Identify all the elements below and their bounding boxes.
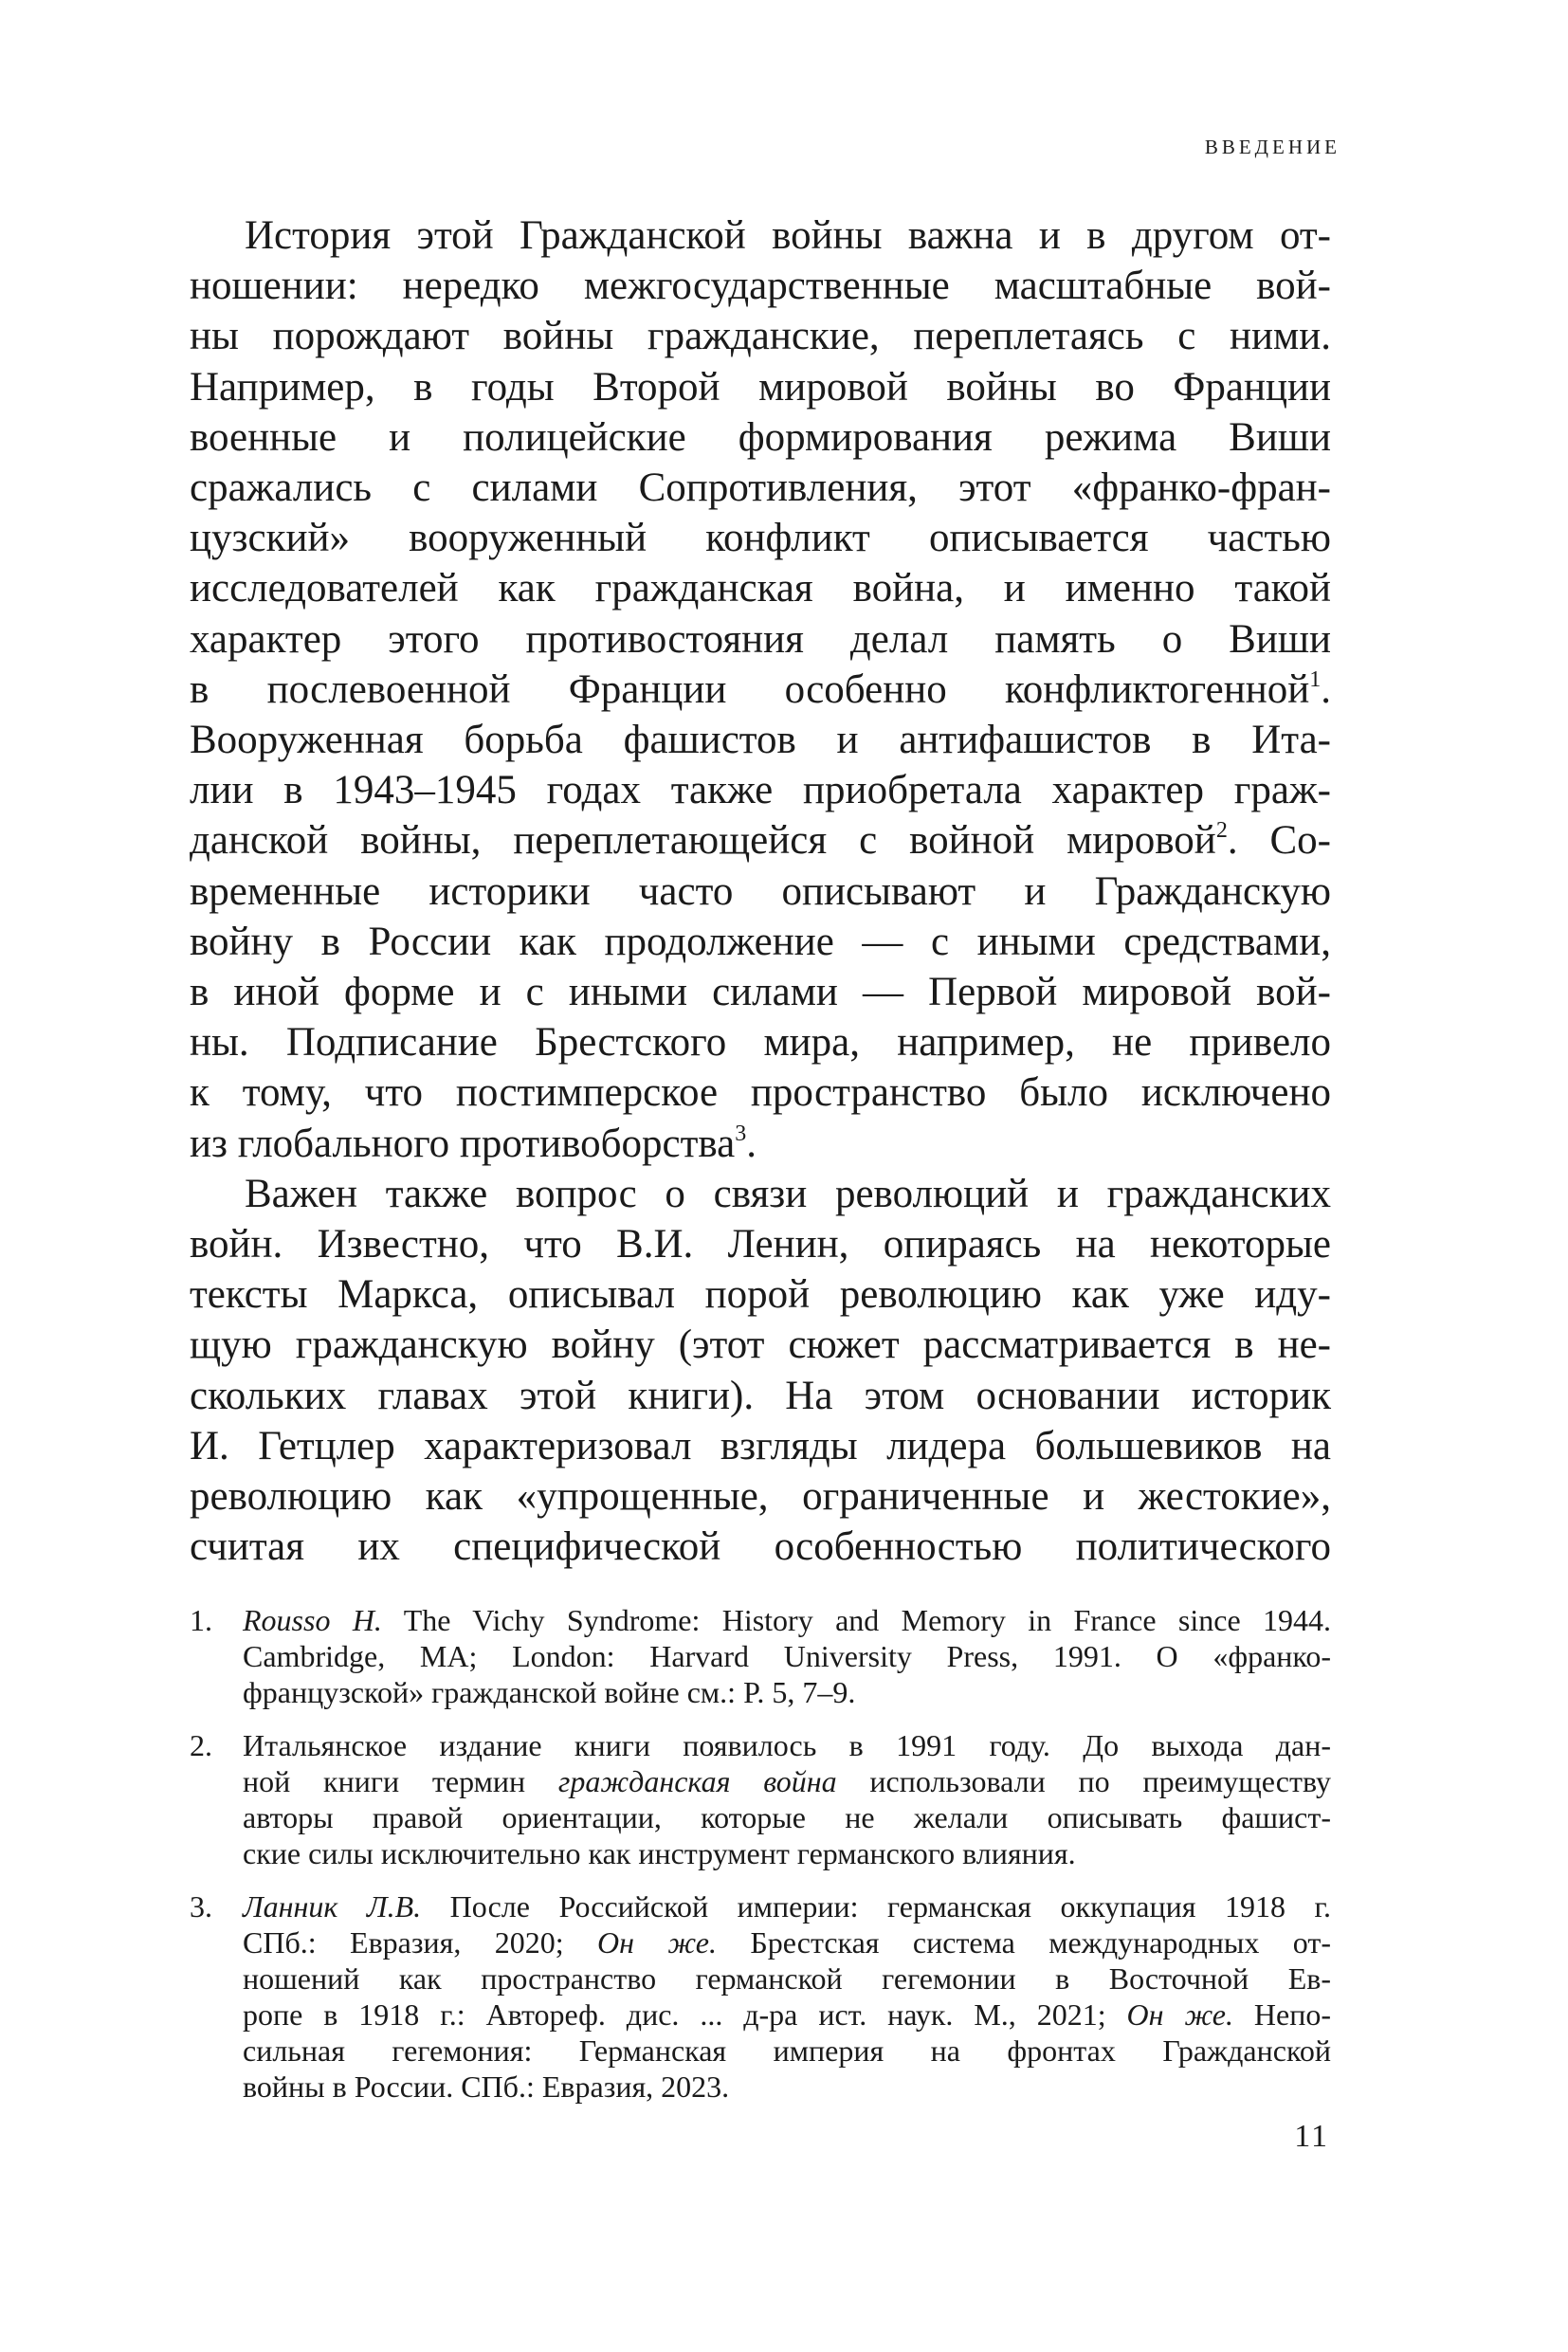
footnote-line: Cambridge, MA; London: Harvard University Press, 1991. О «франко- xyxy=(243,1639,1331,1673)
text-fragment: СПб.: Евразия, 2020; xyxy=(243,1925,598,1960)
text-line: революцию как «упрощенные, ограниченные и жестокие», xyxy=(190,1474,1331,1520)
text-line: считая их специфической особенностью политического xyxy=(190,1524,1331,1570)
text-line xyxy=(190,815,1331,866)
footnote-ref-2[interactable]: 2 xyxy=(1215,818,1228,844)
text-line: характер этого противостояния делал память о Виши xyxy=(190,616,1331,662)
footnote-line: ские силы исключительно как инструмент германского влияния. xyxy=(243,1836,1076,1870)
footnote-line xyxy=(243,1996,1331,2033)
footnote-author: Rousso H. xyxy=(243,1603,382,1637)
text-fragment: . xyxy=(1321,666,1331,712)
text-line: Например, в годы Второй мировой войны во Франции xyxy=(190,364,1331,410)
page-number: 11 xyxy=(1294,2119,1329,2154)
footnote-1 xyxy=(190,1602,1331,1710)
footnote-line xyxy=(243,1763,1331,1799)
text-fragment: Непо- xyxy=(1233,1997,1332,2032)
text-fragment: The Vichy Syndrome: History and Memory in France since 1944. xyxy=(381,1603,1332,1637)
text-line: временные историки часто описывают и Гражданскую xyxy=(190,868,1331,914)
paragraph-1 xyxy=(190,210,1331,1169)
footnotes xyxy=(190,1602,1331,2122)
text-line xyxy=(190,665,1331,715)
footnote-line: французской» гражданской войне см.: P. 5, 7–9. xyxy=(243,1675,856,1709)
footnote-author: Ланник Л.В. xyxy=(243,1889,422,1924)
text-line: лии в 1943–1945 годах также приобретала характер граж- xyxy=(190,768,1331,813)
text-fragment: из глобального противоборства xyxy=(190,1121,736,1166)
text-line: И. Гетцлер характеризовал взгляды лидера большевиков на xyxy=(190,1423,1331,1468)
text-line: Вооруженная борьба фашистов и антифашистов в Ита- xyxy=(190,718,1331,763)
footnote-line xyxy=(243,1924,1331,1960)
footnote-number: 3. xyxy=(190,1889,212,1924)
text-fragment-italic: Он же. xyxy=(597,1925,717,1960)
text-line: тексты Маркса, описывал порой революцию как уже иду- xyxy=(190,1272,1331,1318)
footnote-line xyxy=(243,1888,1331,1924)
text-line: к тому, что постимперское пространство было исключено xyxy=(190,1070,1331,1116)
footnote-ref-3[interactable]: 3 xyxy=(735,1121,747,1146)
text-line: военные и полицейские формирования режима Виши xyxy=(190,414,1331,460)
text-line: щую гражданскую войну (этот сюжет рассматривается в не- xyxy=(190,1322,1331,1368)
footnote-2 xyxy=(190,1727,1331,1871)
text-line: из глобального противоборства$^3$. xyxy=(190,1121,757,1166)
footnote-line: Итальянское издание книги появилось в 1991 году. До выхода дан- xyxy=(243,1728,1331,1762)
footnote-line: войны в России. СПб.: Евразия, 2023. xyxy=(243,2069,730,2104)
text-line: войну в России как продолжение — с иными средствами, xyxy=(190,919,1331,964)
text-fragment-italic: гражданская война xyxy=(557,1764,837,1798)
footnote-line: авторы правой ориентации, которые не желали описывать фашист- xyxy=(243,1800,1331,1834)
text-line: Важен также вопрос о связи революций и гражданских xyxy=(245,1171,1331,1216)
footnote-3 xyxy=(190,1888,1331,2105)
paragraph-2 xyxy=(190,1169,1331,1573)
footnote-number: 1. xyxy=(190,1603,212,1637)
text-fragment-italic: Он же. xyxy=(1126,1997,1233,2032)
text-fragment: После Российской империи: германская оккупация 1918 г. xyxy=(421,1889,1332,1924)
text-line: ношении: нередко межгосударственные масштабные вой- xyxy=(190,264,1331,309)
footnote-line: сильная гегемония: Германская империя на фронтах Гражданской xyxy=(243,2033,1331,2068)
text-fragment: в послевоенной Франции особенно конфликтогенной xyxy=(190,666,1310,712)
footnote-line: ношений как пространство германской гегемонии в Восточной Ев- xyxy=(243,1961,1331,1996)
text-fragment: использовали по преимуществу xyxy=(836,1764,1332,1798)
footnote-ref-1[interactable]: 1 xyxy=(1309,666,1322,692)
text-line: скольких главах этой книги). На этом основании историк xyxy=(190,1373,1331,1418)
text-line: в иной форме и с иными силами — Первой мировой вой- xyxy=(190,970,1331,1015)
text-fragment: данской войны, переплетающейся с войной мировой xyxy=(190,818,1216,864)
text-fragment: ропе в 1918 г.: Автореф. дис. ... д-ра ист. наук. М., 2021; xyxy=(243,1997,1127,2032)
main-text xyxy=(190,210,1331,1572)
text-fragment: . Со- xyxy=(1227,818,1331,864)
text-line: ны порождают войны гражданские, переплетаясь с ними. xyxy=(190,314,1331,359)
text-line: ны. Подписание Брестского мира, например, не привело xyxy=(190,1020,1331,1066)
text-line: сражались с силами Сопротивления, этот «франко-фран- xyxy=(190,465,1331,511)
running-head: ВВЕДЕНИЕ xyxy=(1204,136,1340,158)
text-line: История этой Гражданской войны важна и в другом от- xyxy=(245,213,1331,258)
footnote-number: 2. xyxy=(190,1728,212,1762)
text-fragment: ной книги термин xyxy=(243,1764,558,1798)
text-line: цузский» вооруженный конфликт описывается частью xyxy=(190,516,1331,561)
text-line: исследователей как гражданская война, и именно такой xyxy=(190,566,1331,611)
text-fragment: Брестская система международных от- xyxy=(716,1925,1332,1960)
text-line: войн. Известно, что В.И. Ленин, опираясь на некоторые xyxy=(190,1222,1331,1267)
footnote-line xyxy=(243,1602,1331,1638)
